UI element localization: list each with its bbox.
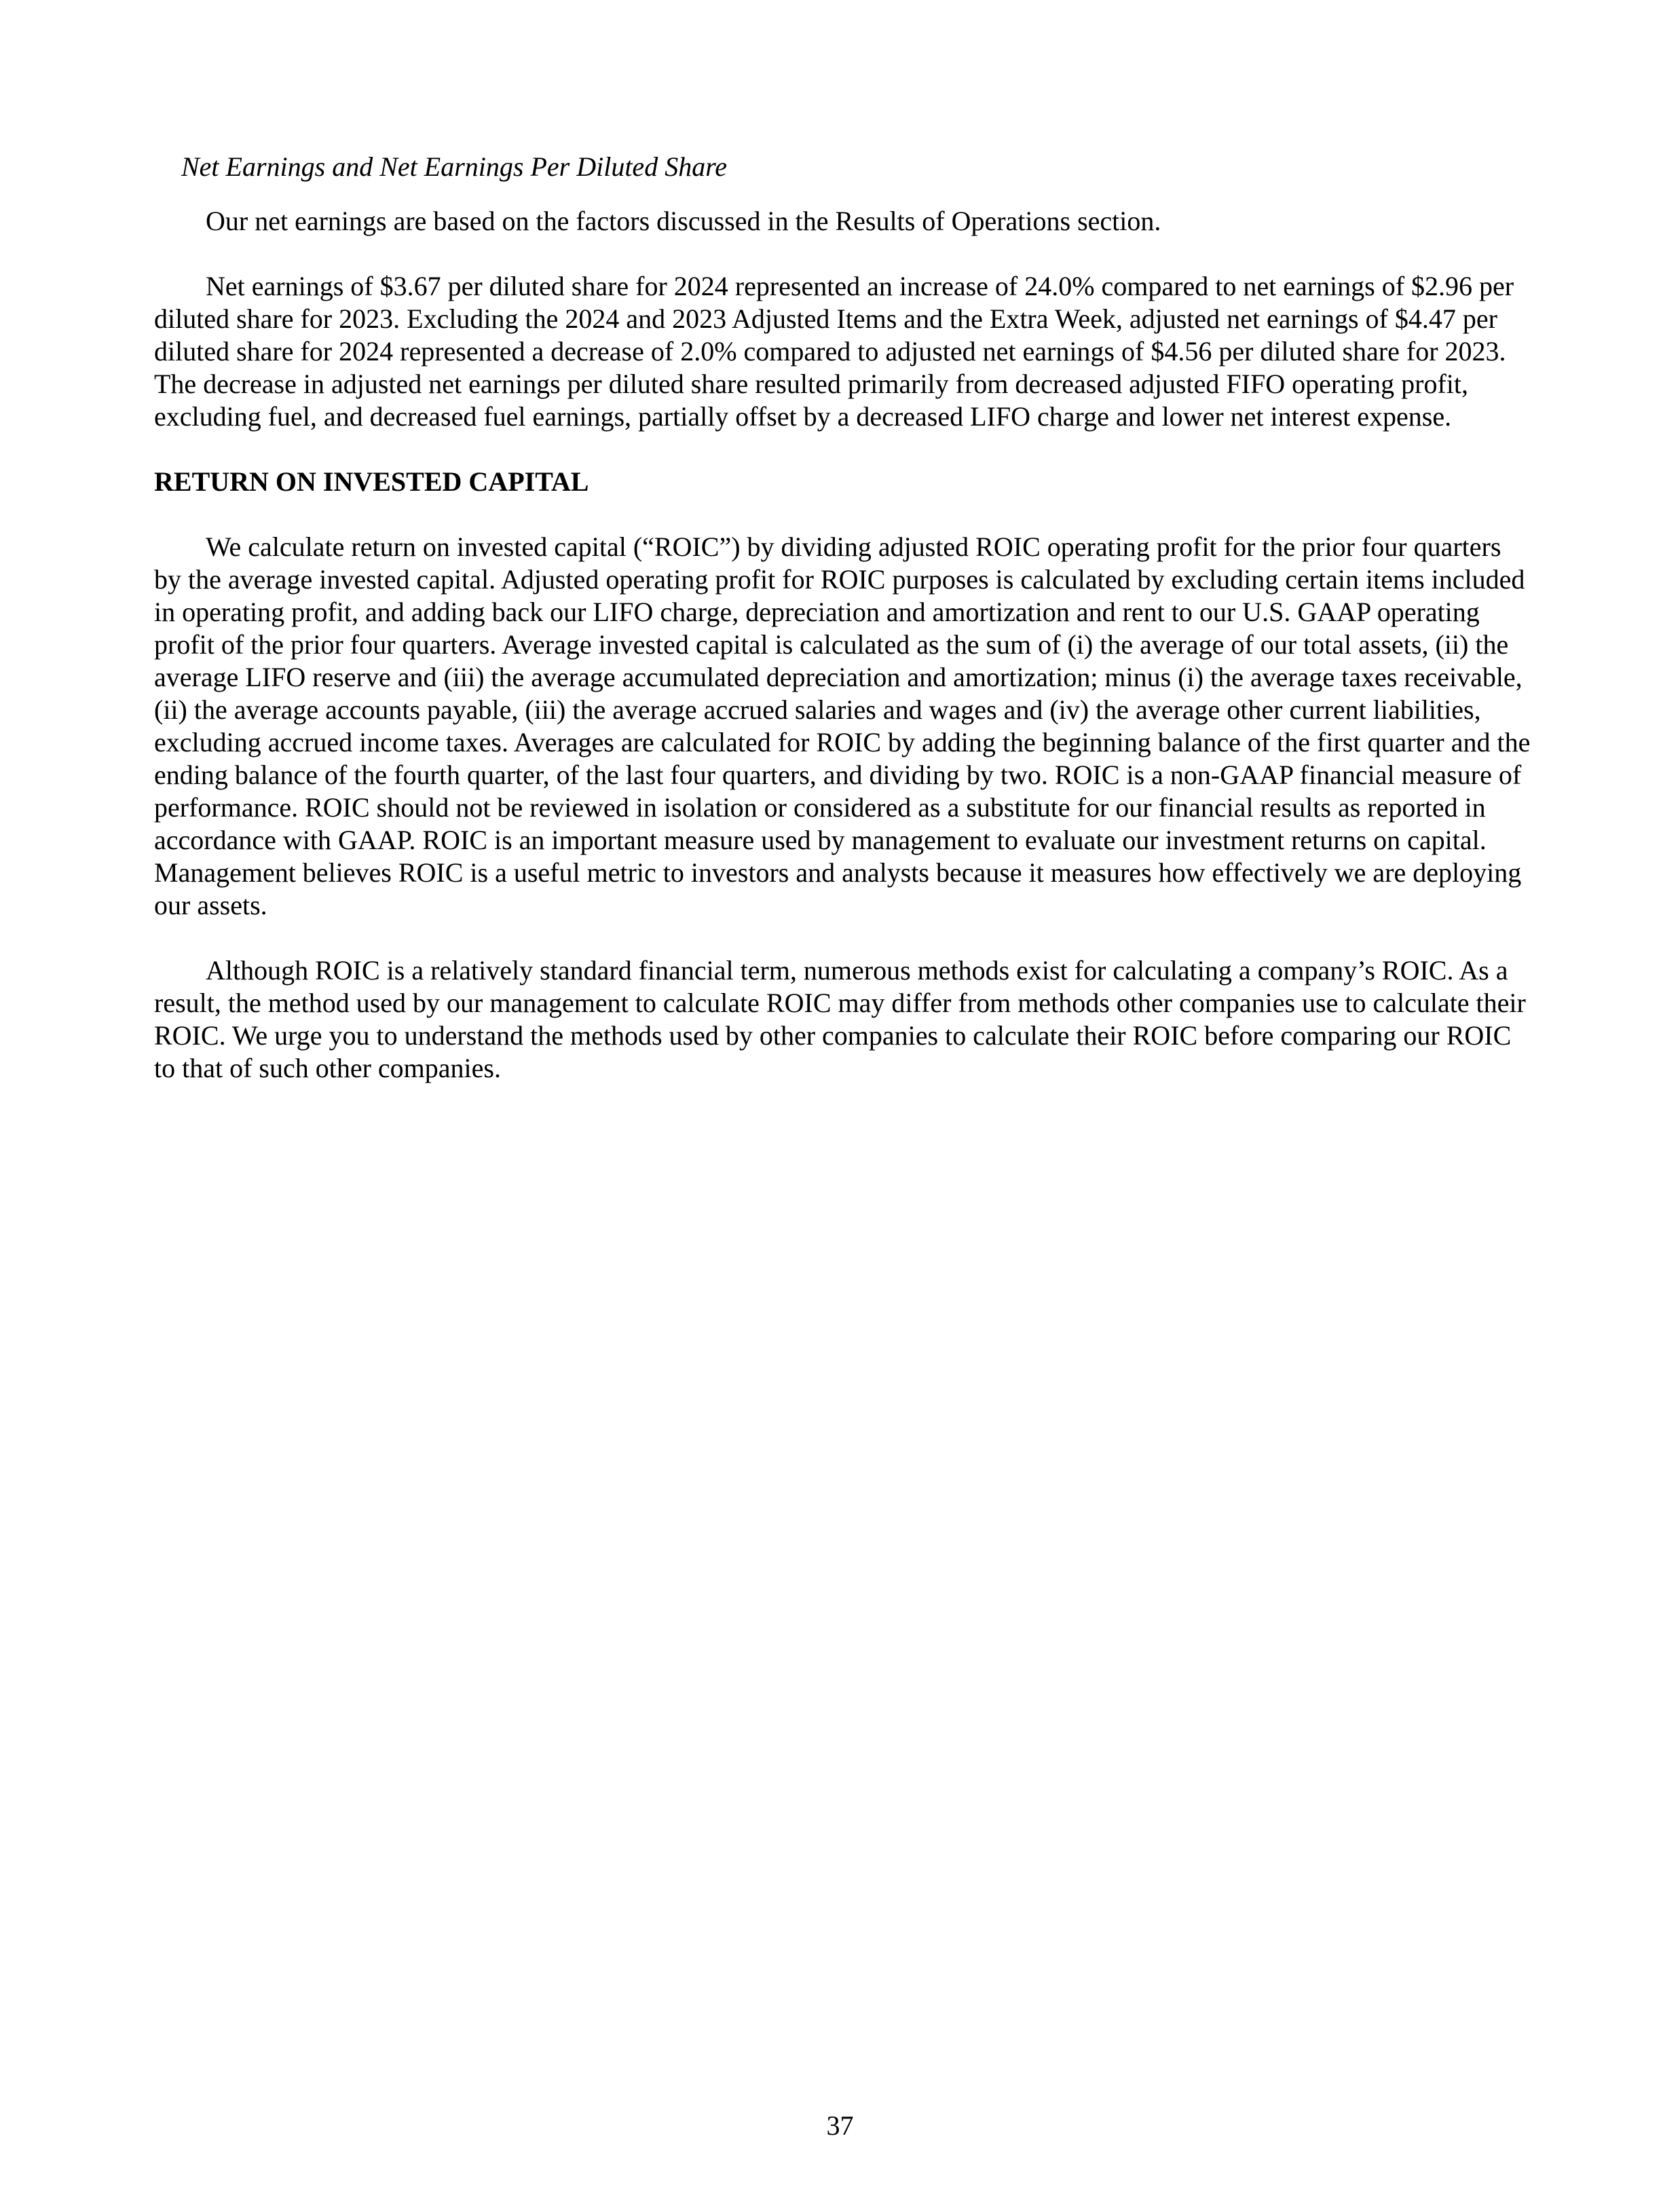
net-earnings-subheading: Net Earnings and Net Earnings Per Diluted Share: [181, 151, 728, 182]
page-number: 37: [826, 2110, 854, 2141]
roic-definition-paragraph: We calculate return on invested capital (“ROIC”) by dividing adjusted ROIC operating profit for the prior four quarters by the average invested capital. Adjusted operating profit for ROIC purposes is calculated by excluding certain items included in operating profit, and adding back our LIFO charge, depreciation and amortization and rent to our U.S. GAAP operating profit of the prior four quarters. Average invested capital is calculated as the sum of (i) the average of our total assets, (ii) the average LIFO reserve and (iii) the average accumulated depreciation and amortization; minus (i) the average taxes receivable, (ii) the average accounts payable, (iii) the average accrued salaries and wages and (iv) the average other current liabilities, excluding accrued income taxes. Averages are calculated for ROIC by adding the beginning balance of the first quarter and the ending balance of the fourth quarter, of the last four quarters, and dividing by two. ROIC is a non-GAAP financial measure of performance. ROIC should not be reviewed in isolation or considered as a substitute for our financial results as reported in accordance with GAAP. ROIC is an important measure used by management to evaluate our investment returns on capital. Management believes ROIC is a useful metric to investors and analysts because it measures how effectively we are deploying our assets.: [154, 531, 1531, 920]
page-content: [154, 151, 1532, 1117]
roic-section-heading: RETURN ON INVESTED CAPITAL: [154, 466, 589, 497]
net-earnings-intro-paragraph: Our net earnings are based on the factors discussed in the Results of Operations section.: [206, 206, 1161, 236]
roic-comparison-paragraph: Although ROIC is a relatively standard financial term, numerous methods exist for calculating a company’s ROIC. As a result, the method used by our management to calculate ROIC may differ from methods other companies use to calculate their ROIC. We urge you to understand the methods used by other companies to calculate their ROIC before comparing our ROIC to that of such other companies.: [154, 955, 1526, 1083]
net-earnings-per-share-paragraph: Net earnings of $3.67 per diluted share for 2024 represented an increase of 24.0% compared to net earnings of $2.96 per diluted share for 2023. Excluding the 2024 and 2023 Adjusted Items and the Extra Week, adjusted net earnings of $4.47 per diluted share for 2024 represented a decrease of 2.0% compared to adjusted net earnings of $4.56 per diluted share for 2023. The decrease in adjusted net earnings per diluted share resulted primarily from decreased adjusted FIFO operating profit, excluding fuel, and decreased fuel earnings, partially offset by a decreased LIFO charge and lower net interest expense.: [154, 271, 1514, 432]
